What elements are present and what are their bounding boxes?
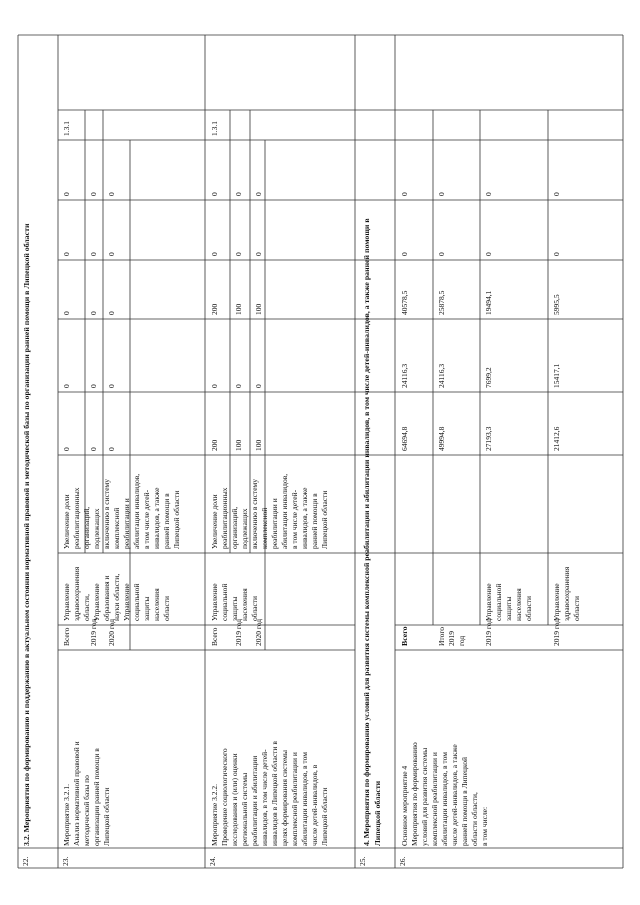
section-heading: 4. Мероприятия по формированию условий для развития системы комплексной реабилитации и абилитации инвалидов, в том числе детей-инвалидов, а также ранней помощи в	[362, 218, 371, 846]
value-cell: 40578,5	[400, 290, 409, 315]
value-cell: 0	[254, 192, 263, 196]
period-label: Всего	[400, 626, 409, 646]
value-cell: 0	[89, 252, 98, 256]
value-cell: 0	[62, 311, 71, 315]
measure-name: Мероприятие 3.2.1. Анализ нормативной правовой и методической базы по организации ранней помощи в Липецкой области	[62, 741, 111, 846]
value-cell: 200	[210, 439, 219, 451]
section-heading: 3.2. Мероприятия по формированию и поддержанию в актуальном состоянии нормативной правовой и методической базы по организации ранней помощи в Липецкой области	[22, 223, 31, 846]
value-cell: 0	[107, 192, 116, 196]
value-cell: 0	[437, 252, 446, 256]
row-number: 24.	[208, 856, 217, 866]
value-cell: 0	[89, 447, 98, 451]
value-cell: 0	[254, 384, 263, 388]
section-heading: Липецкой области	[373, 780, 382, 846]
value-cell: 0	[484, 192, 493, 196]
value-cell: 100	[234, 303, 243, 315]
value-cell: 49994,8	[437, 426, 446, 451]
value-cell: 27193,3	[484, 426, 493, 451]
value-cell: 0	[210, 384, 219, 388]
value-cell: 0	[400, 192, 409, 196]
period-label: 2019 год	[484, 618, 493, 646]
value-cell: 0	[62, 384, 71, 388]
indicator: Увеличение доли реабилитационных организаций, подлежащих включению в систему комплексной реабилитации и абилитации инвалидов, в том числе детей- инвалидов, а также ранней помощи в Липецкой области	[62, 473, 181, 549]
value-cell: 64694,8	[400, 426, 409, 451]
value-cell: 0	[210, 252, 219, 256]
value-cell: 0	[89, 311, 98, 315]
executor: Управление социальной защиты населения области	[210, 583, 259, 621]
row-number: 23.	[61, 856, 70, 866]
row-number: 26.	[398, 856, 407, 866]
value-cell: 0	[62, 447, 71, 451]
measure-name: Основное мероприятие 4 Мероприятия по формированию условий для развития системы комплексной реабилитации и абилитации инвалидов, в том числе детей-инвалидов, а также ранней помощи в Липецкой области области, в том числе:	[400, 742, 489, 846]
value-cell: 0	[62, 252, 71, 256]
value-cell: 0	[62, 192, 71, 196]
value-cell: 0	[210, 192, 219, 196]
value-cell: 0	[400, 252, 409, 256]
value-cell: 0	[254, 252, 263, 256]
value-cell: 0	[234, 252, 243, 256]
value-cell: 21412,6	[552, 426, 561, 451]
value-cell: 200	[210, 303, 219, 315]
value-cell: 0	[89, 384, 98, 388]
value-cell: 24116,3	[437, 363, 446, 388]
value-cell: 24116,3	[400, 363, 409, 388]
row-number: 22.	[21, 856, 30, 866]
period-label: Всего	[62, 627, 71, 646]
value-cell: 0	[234, 384, 243, 388]
value-cell: 0	[107, 311, 116, 315]
value-cell: 5995,5	[552, 294, 561, 315]
value-cell: 100	[254, 439, 263, 451]
value-cell: 25878,5	[437, 290, 446, 315]
executor: Управление здравоохранения области	[552, 566, 581, 621]
value-cell: 7699,2	[484, 367, 493, 388]
value-cell: 0	[89, 192, 98, 196]
measure-name: Мероприятие 3.2.2. Проведение социологического исследования и (или) оценки региональной системы реабилитации и абилитации инвалидов, в том числе детей- инвалидов в Липецкой области в целях формирования системы комплексной реабилитации и абилитации инвалидов, в том числе детей-инвалидов, в Липецкой области	[210, 741, 329, 846]
value-cell: 0	[437, 192, 446, 196]
value-cell: 0	[107, 447, 116, 451]
period-label: 2020 год	[254, 618, 263, 646]
row-number: 25.	[358, 856, 367, 866]
indicator: Увеличение доли реабилитационных организаций, подлежащих включению в систему комплексной реабилитации и абилитации инвалидов, в том числе детей- инвалидов, а также ранней помощи в Липецкой области	[210, 473, 329, 549]
period-label: 2019 год	[234, 618, 243, 646]
code-cell: 1.3.1	[62, 121, 71, 136]
code-cell: 1.3.1	[210, 121, 219, 136]
period-label: Всего	[210, 627, 219, 646]
value-cell: 0	[234, 192, 243, 196]
executor: Управление социальной защиты населения области	[484, 583, 533, 621]
value-cell: 100	[254, 303, 263, 315]
period-label: 2020 год	[107, 618, 116, 646]
value-cell: 100	[234, 439, 243, 451]
value-cell: 0	[552, 252, 561, 256]
value-cell: 0	[107, 384, 116, 388]
value-cell: 15417,1	[552, 363, 561, 388]
value-cell: 0	[552, 192, 561, 196]
period-label: 2019 год	[89, 618, 98, 646]
period-label: Итого 2019 год	[437, 627, 466, 646]
executor: Управление здравоохранения области, Управление образования и науки области, Управление социальной защиты населения области	[62, 566, 171, 621]
value-cell: 19494,1	[484, 290, 493, 315]
period-label: 2019 год	[552, 618, 561, 646]
value-cell: 0	[107, 252, 116, 256]
value-cell: 0	[484, 252, 493, 256]
